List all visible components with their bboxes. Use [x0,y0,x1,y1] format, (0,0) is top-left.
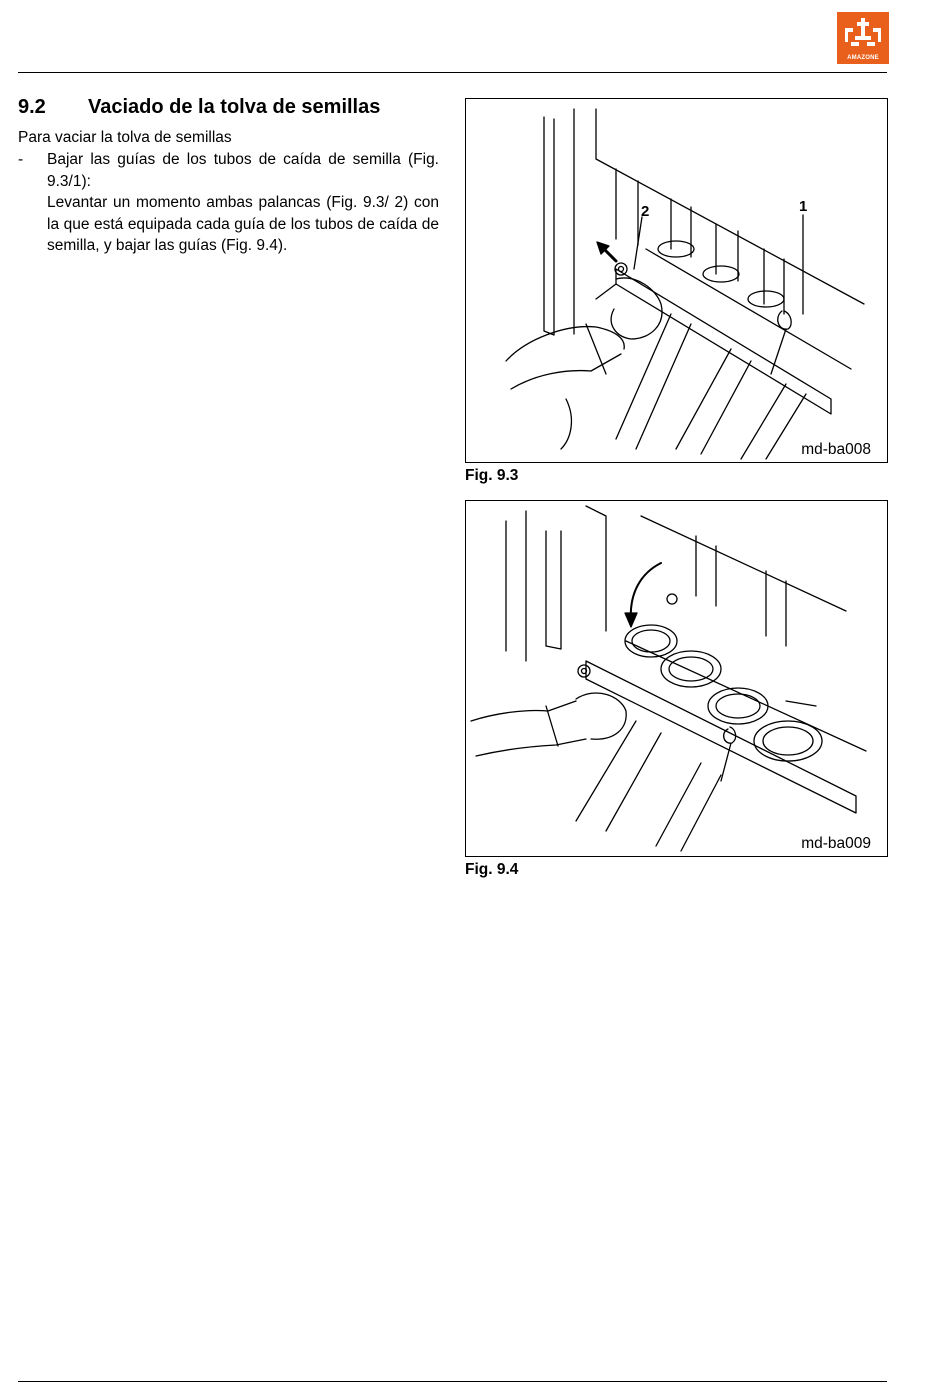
footer-rule [18,1381,887,1382]
callout-1: 1 [799,198,808,215]
drill-illustration-2 [466,501,887,856]
section-heading [18,96,380,119]
amazone-logo [837,12,889,64]
figure-caption: Fig. 9.3 [465,467,519,484]
callout-2: 2 [641,203,650,220]
intro-paragraph: Para vaciar la tolva de semillas [18,129,232,146]
list-bullet: - [18,151,24,168]
step-list-item [18,149,439,257]
figure-9-3 [465,98,888,463]
logo-wordmark: AMAZONE [847,55,879,61]
drill-illustration-1 [466,99,887,462]
figure-9-4 [465,500,888,857]
figure-code: md-ba009 [801,835,871,852]
figure-caption: Fig. 9.4 [465,861,519,878]
section-title: Vaciado de la tolva de semillas [88,96,381,118]
step-detail: Levantar un momento ambas palancas (Fig. 9.3/ 2) con la que está equipada cada guía de los tubos de caída de semilla, y bajar las guías (Fig. 9.4). [47,194,439,254]
section-number: 9.2 [18,96,46,118]
figure-code: md-ba008 [801,441,871,458]
step-instruction: Bajar las guías de los tubos de caída de semilla (Fig. 9.3/1): [47,151,439,190]
header-rule [18,72,887,73]
